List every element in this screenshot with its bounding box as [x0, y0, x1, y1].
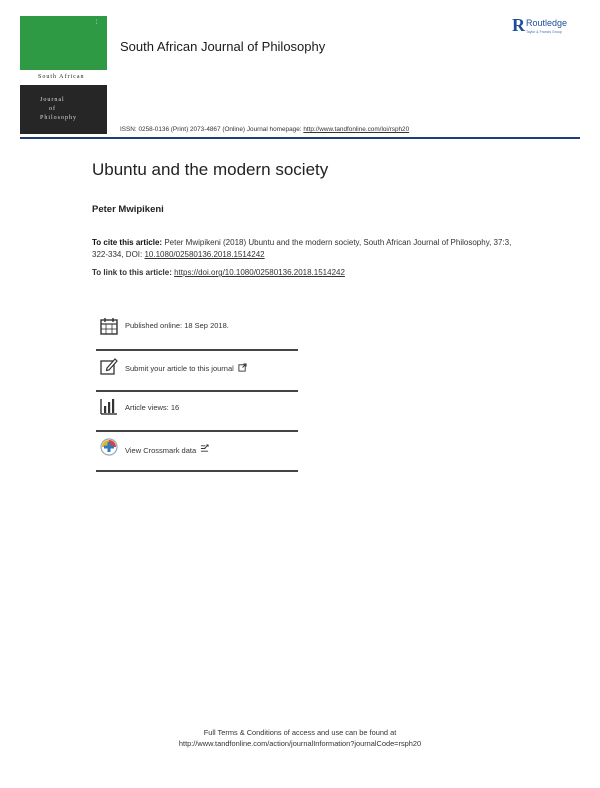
submit-label: Submit your article to this journal — [125, 364, 234, 373]
journal-homepage-link[interactable]: http://www.tandfonline.com/loi/rsph20 — [303, 126, 410, 133]
published-row — [98, 314, 298, 354]
cover-title-line2: of — [49, 106, 56, 112]
external-link-icon — [200, 444, 209, 453]
cover-title-line1: Journal — [40, 97, 65, 103]
crossmark-link[interactable] — [125, 444, 209, 455]
crossmark-label: View Crossmark data — [125, 446, 197, 455]
link-label: To link to this article: — [92, 268, 172, 277]
edit-icon — [100, 357, 118, 375]
info-divider — [96, 430, 298, 432]
cite-doi-link[interactable]: 10.1080/02580136.2018.1514242 — [144, 249, 265, 259]
info-divider — [96, 470, 298, 472]
external-link-icon — [238, 363, 247, 372]
footer-terms-line: Full Terms & Conditions of access and use can be found at — [203, 728, 397, 737]
routledge-r-icon: R — [512, 15, 525, 35]
publisher-tagline: Taylor & Francis Group — [526, 30, 562, 34]
publisher-name: Routledge — [526, 18, 568, 28]
cover-band-text: South African — [38, 74, 85, 80]
header-rule — [20, 137, 580, 139]
author-name: Peter Mwipikeni — [92, 204, 164, 215]
footer-terms-url[interactable]: http://www.tandfonline.com/action/journalInformation?journalCode=rsph20 — [178, 739, 422, 748]
issn-line — [120, 126, 409, 133]
cite-label: To cite this article: — [92, 238, 163, 247]
crossmark-icon — [100, 438, 118, 456]
routledge-logo — [512, 16, 584, 40]
journal-title: South African Journal of Philosophy — [120, 39, 326, 54]
calendar-icon — [100, 317, 118, 335]
article-doi-link[interactable]: https://doi.org/10.1080/02580136.2018.1514242 — [174, 268, 345, 277]
cover-volume-mark: ▪ ▪ — [95, 18, 97, 25]
citation-block — [92, 237, 522, 260]
issn-text: ISSN: 0258-0136 (Print) 2073-4867 (Online) Journal homepage: — [120, 126, 302, 133]
article-title: Ubuntu and the modern society — [92, 160, 329, 179]
published-date: Published online: 18 Sep 2018. — [125, 321, 229, 330]
submit-article-link[interactable] — [125, 363, 247, 373]
journal-cover-band — [20, 70, 107, 85]
info-divider — [96, 349, 298, 351]
info-divider — [96, 390, 298, 392]
article-views: Article views: 16 — [125, 403, 180, 412]
journal-cover-top — [20, 16, 107, 70]
cover-title-line3: Philosophy — [40, 115, 78, 121]
journal-cover-bottom — [20, 85, 107, 134]
cite-text: Peter Mwipikeni (2018) Ubuntu and the modern society, South African Journal of Philosophy, 37:3, 322-334, DOI: — [92, 238, 512, 259]
article-link-line — [92, 268, 345, 277]
submit-row[interactable] — [98, 355, 298, 395]
bar-chart-icon — [100, 397, 118, 415]
